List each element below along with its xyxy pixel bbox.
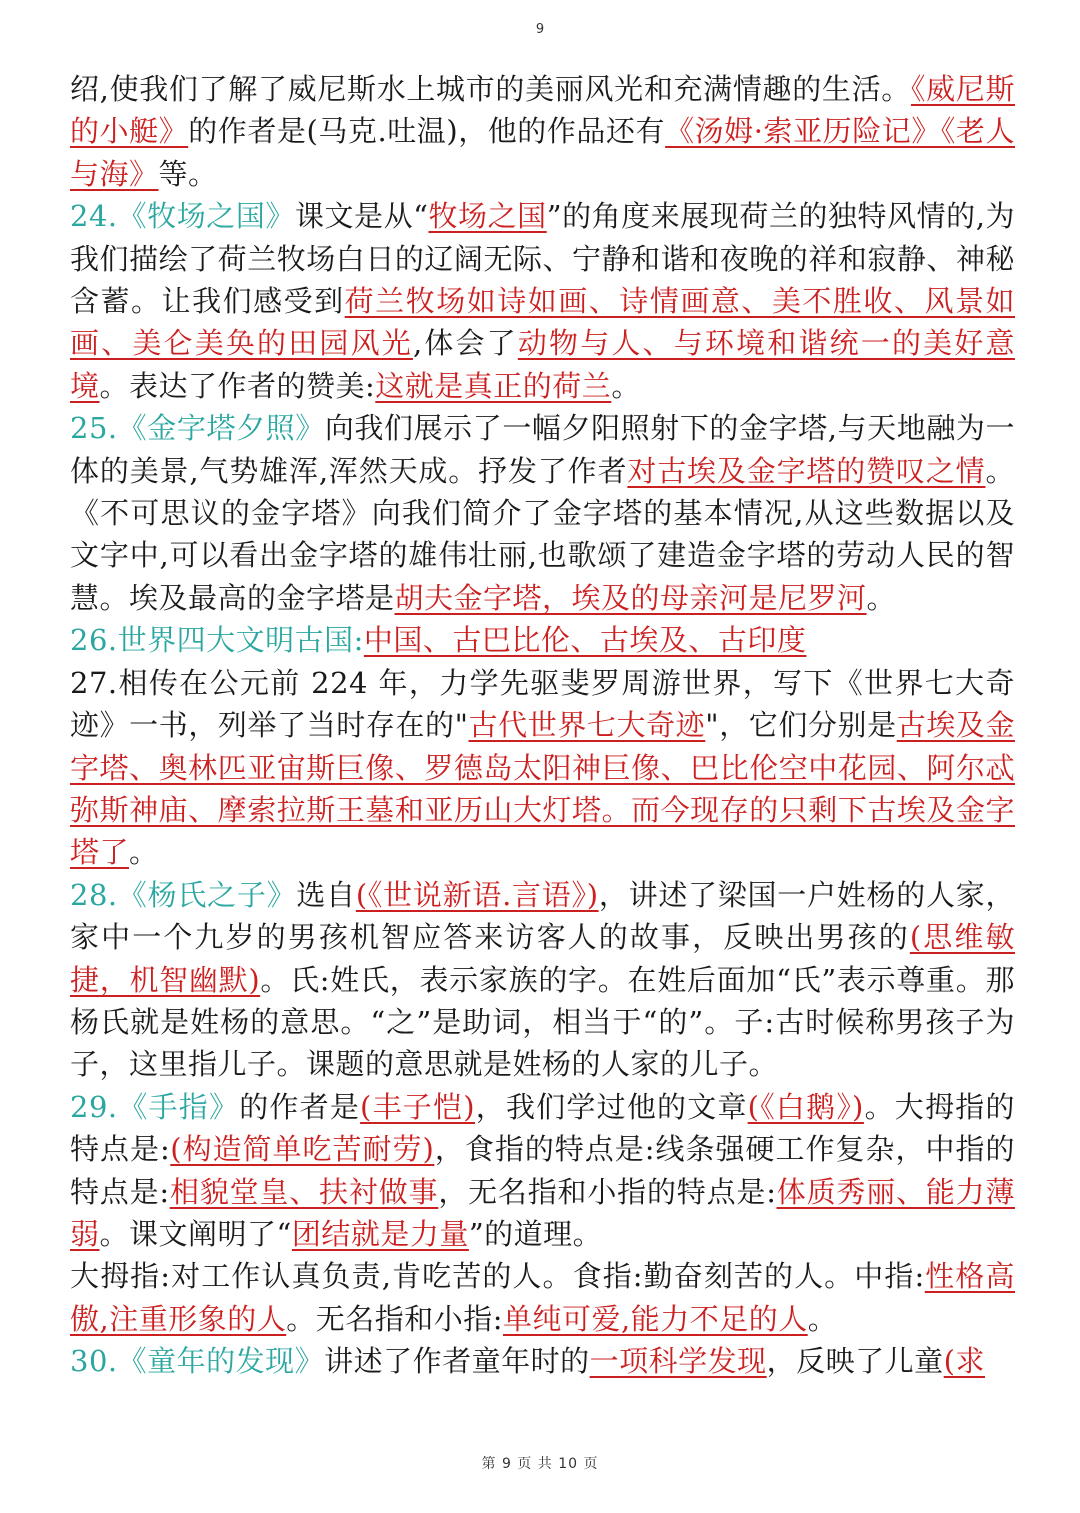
body-text: 。 bbox=[611, 368, 641, 403]
paragraph-29 bbox=[70, 1086, 1015, 1256]
item-heading: 25.《金字塔夕照》 bbox=[70, 411, 325, 446]
answer-highlight: 性格高傲,注重形象的人 bbox=[70, 1259, 1015, 1336]
answer-highlight: 一项科学发现 bbox=[589, 1344, 767, 1379]
answer-highlight: (《白鹅》) bbox=[747, 1089, 864, 1124]
body-text: 。 bbox=[807, 1301, 838, 1336]
body-text: 。氏:姓氏，表示家族的字。在姓后面加“氏”表示尊重。那杨氏就是姓杨的意思。“之”是助词，相当于“的”。子:古时候称男孩子为子，这里指儿子。课题的意思就是姓杨的人家的儿子。 bbox=[70, 962, 1015, 1082]
answer-highlight: (思维敏捷，机智幽默) bbox=[70, 920, 1015, 997]
body-text: ，我们学过他的文章 bbox=[475, 1089, 748, 1124]
body-text: 。《不可思议的金字塔》向我们简介了金字塔的基本情况,从这些数据以及文字中,可以看出金字塔的雄伟壮丽,也歌颂了建造金字塔的劳动人民的智慧。埃及最高的金字塔是 bbox=[70, 453, 1015, 615]
answer-highlight: (《世说新语.言语》) bbox=[355, 877, 599, 912]
body-text: 。无名指和小指: bbox=[286, 1301, 503, 1336]
answer-highlight: 体质秀丽、能力薄弱 bbox=[70, 1174, 1015, 1251]
answer-highlight: 单纯可爱,能力不足的人 bbox=[503, 1301, 808, 1336]
body-text: 课文是从“ bbox=[294, 199, 429, 234]
item-heading: 24.《牧场之国》 bbox=[70, 199, 295, 234]
answer-highlight: 古代世界七大奇迹 bbox=[468, 708, 706, 743]
body-text: 。 bbox=[866, 580, 897, 615]
body-text: ”的道理。 bbox=[468, 1216, 603, 1251]
body-text: 。大拇指的特点是: bbox=[70, 1089, 1015, 1167]
body-text: 选自 bbox=[296, 877, 356, 912]
answer-highlight: 古埃及金字塔、奥林匹亚宙斯巨像、罗德岛太阳神巨像、巴比伦空中花园、阿尔忒弥斯神庙、摩索拉斯王墓和亚历山大灯塔。而今现存的只剩下古埃及金字塔了 bbox=[70, 708, 1015, 870]
paragraph-28 bbox=[70, 874, 1015, 1086]
body-text: 向我们展示了一幅夕阳照射下的金字塔,与天地融为一体的美景,气势雄浑,浑然天成。抒发了作者 bbox=[70, 411, 1015, 488]
answer-highlight: 对古埃及金字塔的赞叹之情 bbox=[627, 453, 986, 488]
answer-highlight: 胡夫金字塔，埃及的母亲河是尼罗河 bbox=[394, 580, 867, 615]
body-text: ”的角度来展现荷兰的独特风情的,为我们描绘了荷兰牧场白日的辽阔无际、宁静和谐和夜晚的祥和寂静、神秘含蓄。让我们感受到 bbox=[70, 199, 1015, 319]
body-text: 。表达了作者的赞美: bbox=[99, 368, 376, 403]
body-text: ，讲述了梁国一户姓杨的人家，家中一个九岁的男孩机智应答来访客人的故事，反映出男孩的 bbox=[70, 877, 1015, 955]
paragraph-29-fingers bbox=[70, 1255, 1015, 1340]
paragraph-23-cont bbox=[70, 68, 1015, 195]
body-text: ，食指的特点是:线条强硬工作复杂，中指的特点是: bbox=[70, 1132, 1015, 1209]
paragraph-25 bbox=[70, 407, 1015, 619]
body-text: 的作者是(马克.吐温)，他的作品还有 bbox=[188, 114, 666, 149]
answer-highlight: (丰子恺) bbox=[360, 1089, 476, 1124]
paragraph-30 bbox=[70, 1340, 1015, 1382]
answer-highlight: 荷兰牧场如诗如画、诗情画意、美不胜收、风景如画、美仑美奂的田园风光 bbox=[70, 284, 1015, 361]
document-body bbox=[70, 68, 1015, 1383]
body-text: 27.相传在公元前 224 年，力学先驱斐罗周游世界，写下《世界七大奇迹》一书，列举了当时存在的" bbox=[70, 665, 1015, 743]
answer-highlight: 牧场之国 bbox=[428, 199, 547, 234]
answer-highlight: 动物与人、与环境和谐统一的美好意境 bbox=[70, 326, 1015, 403]
answer-highlight: (求 bbox=[943, 1344, 985, 1379]
body-text: 。 bbox=[129, 835, 159, 870]
body-text: ，无名指和小指的特点是: bbox=[438, 1174, 777, 1209]
page-footer: 第 9 页 共 10 页 bbox=[481, 1456, 599, 1472]
paragraph-24 bbox=[70, 195, 1015, 407]
page-number-top: 9 bbox=[535, 22, 545, 37]
answer-highlight: 团结就是力量 bbox=[291, 1216, 469, 1251]
body-text: 。课文阐明了“ bbox=[99, 1216, 292, 1251]
body-text: ,体会了 bbox=[412, 326, 518, 361]
item-heading: 29.《手指》 bbox=[70, 1089, 240, 1124]
paragraph-26 bbox=[70, 619, 1015, 661]
body-text: 绍,使我们了解了威尼斯水上城市的美丽风光和充满情趣的生活。 bbox=[70, 72, 911, 106]
answer-highlight: (构造简单吃苦耐劳) bbox=[170, 1132, 435, 1167]
item-heading: 26.世界四大文明古国: bbox=[70, 623, 364, 658]
answer-highlight: 《汤姆·索亚历险记》《老人与海》 bbox=[70, 114, 1015, 191]
body-text: 等。 bbox=[158, 156, 218, 191]
answer-highlight: 《威尼斯的小艇》 bbox=[70, 72, 1015, 149]
body-text: "，它们分别是 bbox=[705, 708, 897, 743]
answer-highlight: 中国、古巴比伦、古埃及、古印度 bbox=[363, 623, 807, 658]
paragraph-27 bbox=[70, 662, 1015, 874]
item-heading: 30.《童年的发现》 bbox=[70, 1344, 325, 1379]
body-text: ，反映了儿童 bbox=[766, 1344, 944, 1379]
item-heading: 28.《杨氏之子》 bbox=[70, 877, 297, 912]
body-text: 大拇指:对工作认真负责,肯吃苦的人。食指:勤奋刻苦的人。中指: bbox=[70, 1259, 925, 1294]
answer-highlight: 相貌堂皇、扶衬做事 bbox=[169, 1174, 439, 1209]
answer-highlight: 这就是真正的荷兰 bbox=[375, 368, 612, 403]
body-text: 的作者是 bbox=[239, 1089, 361, 1124]
body-text: 讲述了作者童年时的 bbox=[324, 1344, 590, 1379]
